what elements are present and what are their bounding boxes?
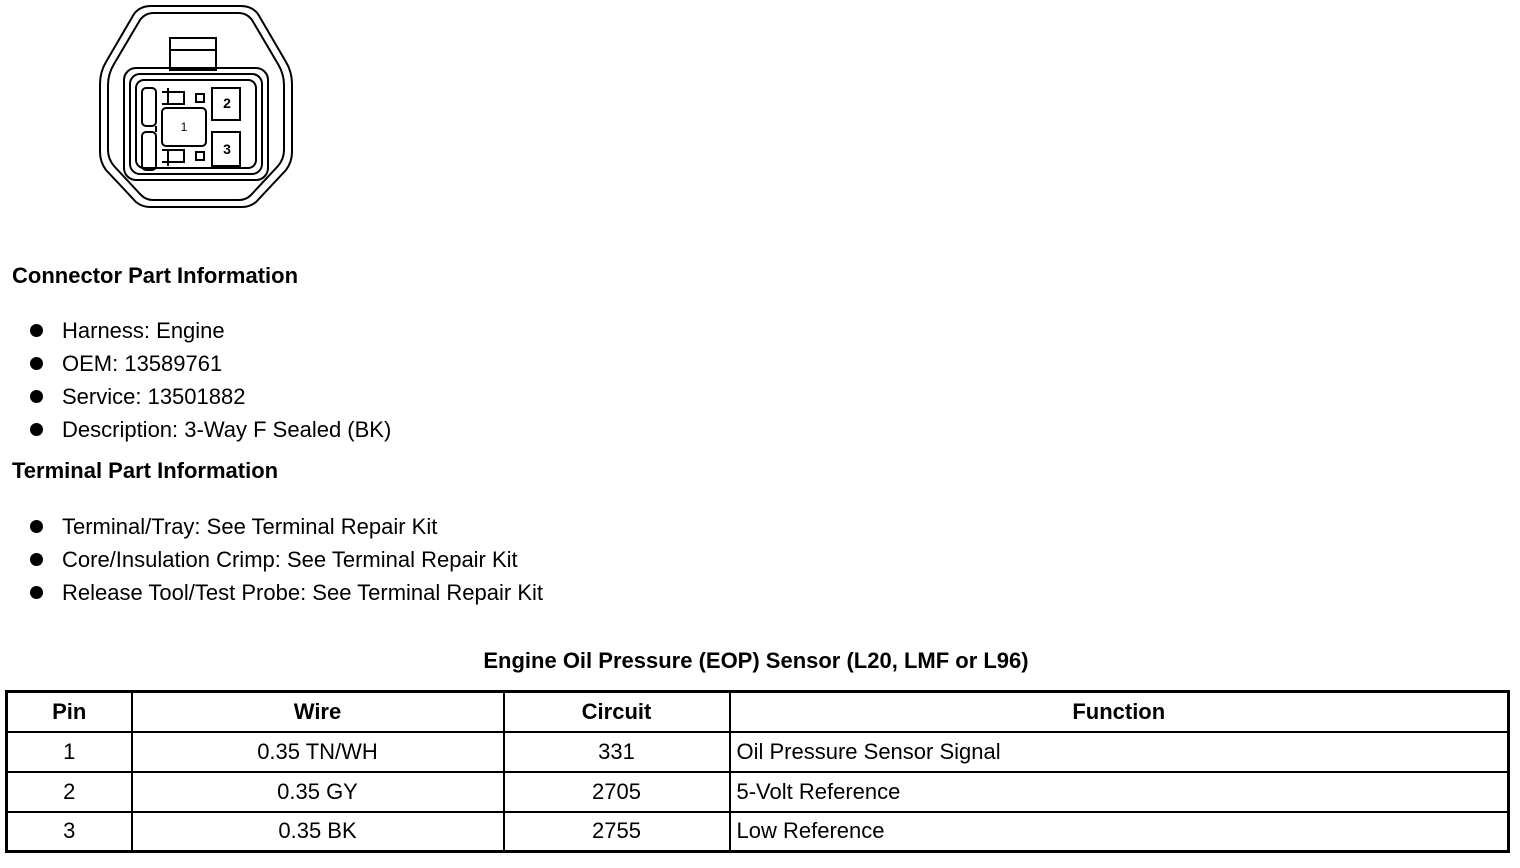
pin-2-label: 2: [223, 95, 231, 111]
pin-table-title: Engine Oil Pressure (EOP) Sensor (L20, LMF or L96): [483, 648, 1029, 673]
cell-circuit: 2705: [504, 772, 730, 812]
cell-pin: 2: [7, 772, 132, 812]
table-row: [7, 732, 1509, 772]
cell-function: 5-Volt Reference: [730, 772, 1509, 812]
connector-info-heading: Connector Part Information: [12, 263, 299, 288]
bullet-icon: [30, 423, 43, 436]
cell-circuit: 331: [504, 732, 730, 772]
pin-1-label: 1: [180, 120, 188, 134]
header-circuit: Circuit: [504, 692, 730, 732]
list-item: Service: 13501882: [28, 380, 391, 413]
table-row: [7, 812, 1509, 852]
terminal-info-heading: Terminal Part Information: [12, 458, 279, 483]
list-item: OEM: 13589761: [28, 347, 391, 380]
bullet-icon: [30, 586, 43, 599]
cell-pin: 1: [7, 732, 132, 772]
table-header-row: [7, 692, 1509, 732]
bullet-icon: [30, 357, 43, 370]
list-item: Terminal/Tray: See Terminal Repair Kit: [28, 510, 543, 543]
bullet-icon: [30, 324, 43, 337]
list-item: Description: 3-Way F Sealed (BK): [28, 413, 391, 446]
list-item: Core/Insulation Crimp: See Terminal Repair Kit: [28, 543, 543, 576]
cell-pin: 3: [7, 812, 132, 852]
pin-table: [5, 690, 1510, 853]
table-row: [7, 772, 1509, 812]
cell-function: Low Reference: [730, 812, 1509, 852]
cell-circuit: 2755: [504, 812, 730, 852]
list-item: Release Tool/Test Probe: See Terminal Repair Kit: [28, 576, 543, 609]
bullet-icon: [30, 390, 43, 403]
connector-info-list: [28, 314, 391, 446]
connector-face-diagram: [96, 2, 296, 208]
cell-wire: 0.35 BK: [132, 812, 504, 852]
cell-wire: 0.35 GY: [132, 772, 504, 812]
bullet-icon: [30, 553, 43, 566]
terminal-info-list: [28, 510, 543, 609]
list-item: Harness: Engine: [28, 314, 391, 347]
connector-body: [124, 68, 268, 180]
cell-function: Oil Pressure Sensor Signal: [730, 732, 1509, 772]
header-pin: Pin: [7, 692, 132, 732]
header-wire: Wire: [132, 692, 504, 732]
connector-latch: [170, 38, 216, 70]
pin-3-label: 3: [223, 141, 231, 157]
header-function: Function: [730, 692, 1509, 732]
cell-wire: 0.35 TN/WH: [132, 732, 504, 772]
bullet-icon: [30, 520, 43, 533]
